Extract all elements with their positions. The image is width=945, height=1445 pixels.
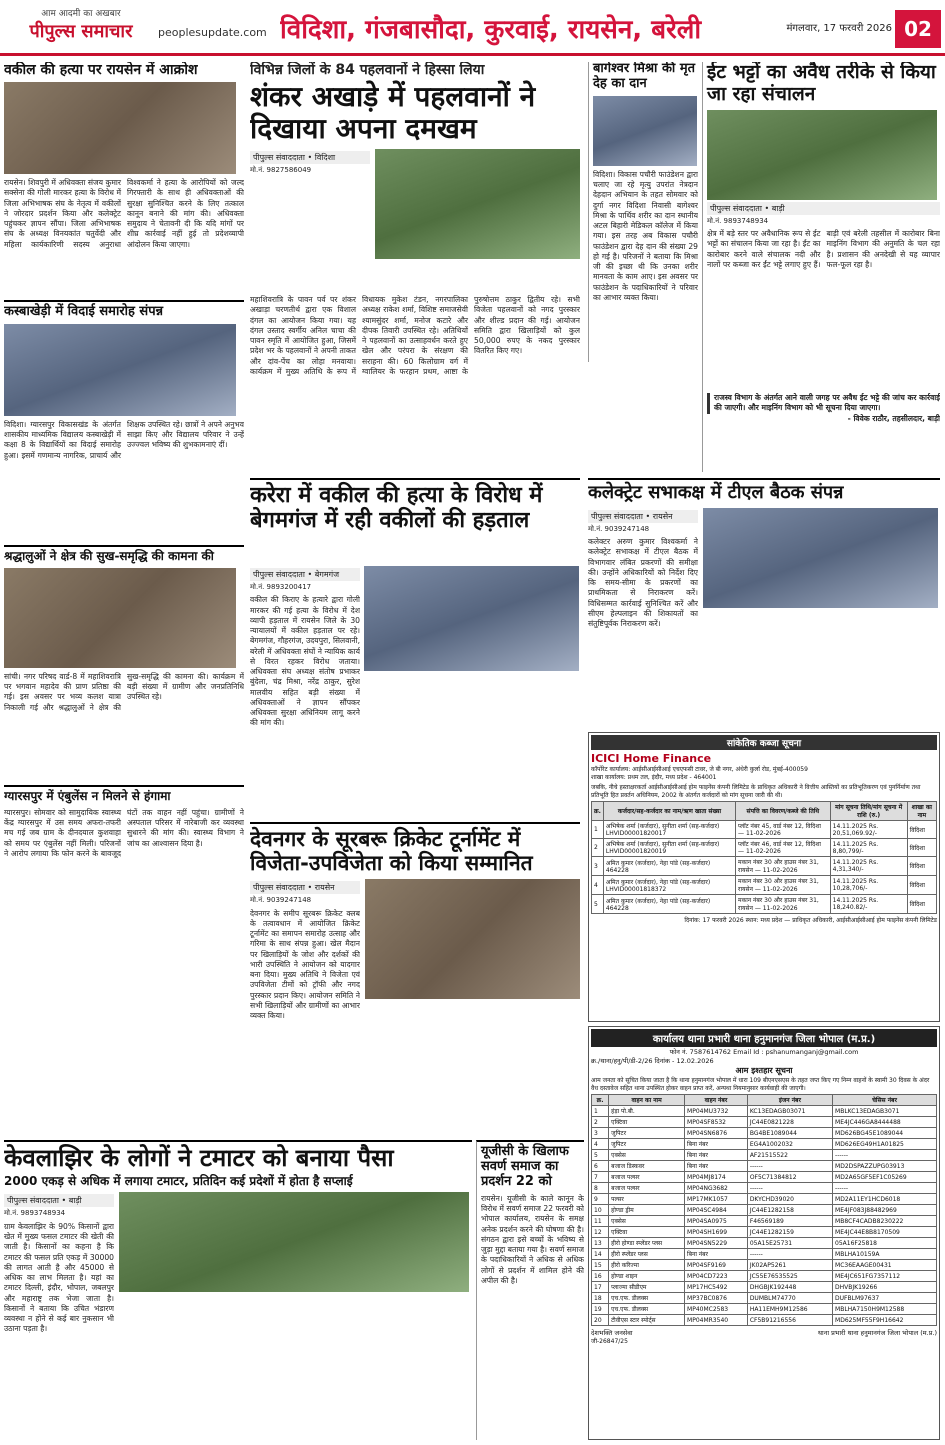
vehicle-cell: JC55E76535525 (747, 1271, 832, 1282)
vehicle-cell: MP04SN5229 (685, 1238, 748, 1249)
masthead (0, 0, 945, 56)
vehicle-cell: 8 (592, 1183, 609, 1194)
vehicle-cell: MP04SF9169 (685, 1260, 748, 1271)
vehicle-row (592, 1271, 937, 1282)
vehicle-cell: ------ (833, 1150, 937, 1161)
notice-cell: मकान नंबर 30 और हाउस नंबर 31, रायसेन — 11-02-2026 (736, 895, 831, 914)
article-body: क्षेत्र में बड़े स्तर पर अवैधानिक रूप से ईट भट्टों का संचालन किया जा रहा है। ईंट का कारोबार करने वाले संचालक नदी और नालों पर कब्जा कर ईंट भट्टे लगाए हुए हैं। बाड़ी एवं बरेली तहसील में कारोबार बिना माइनिंग विभाग की अनुमति के चल रहा है। प्रशासन की अनदेखी से यह व्यापार फल-फूल रहा है। (707, 229, 940, 269)
vehicle-cell: 13 (592, 1238, 609, 1249)
article-ambulance (4, 785, 244, 1135)
article-row (250, 879, 580, 1103)
vehicle-row (592, 1172, 937, 1183)
headline: देवनगर के सूरबरू क्रिकेट टूर्नामेंट में विजेता-उपविजेता को किया सम्मानित (250, 827, 533, 876)
vehicle-cell: बजाज पल्सर (609, 1172, 685, 1183)
notice-cell: 14.11.2025 Rs. 18,240.82/- (830, 895, 907, 914)
vehicle-row (592, 1205, 937, 1216)
police-slogan: देशभक्ति जनसेवा (591, 1329, 633, 1337)
logo-text: पीपुल्स समाचार (29, 21, 133, 42)
byline: पीपुल्स संवाददाता • रायसेन (588, 510, 698, 523)
vehicle-cell: MP04MR3540 (685, 1315, 748, 1326)
notice-cell: 1 (592, 821, 604, 839)
notice-cell: प्लॉट नंबर 45, वार्ड नंबर 12, विदिशा — 11-02-2026 (736, 821, 831, 839)
photo-lawyers (4, 82, 236, 174)
mobile-number: मो.नं. 9827586049 (250, 166, 312, 175)
vehicle-cell: F46569189 (747, 1216, 832, 1227)
vehicle-cell: 4 (592, 1139, 609, 1150)
vehicle-cell: MC36EAAGE00431 (833, 1260, 937, 1271)
vehicle-cell: DHVBJK19266 (833, 1282, 937, 1293)
police-contact: फोन नं. 7587614762 Email Id : pshanumanganj@gmail.com (669, 1048, 859, 1056)
kicker: विभिन्न जिलों के 84 पहलवानों ने हिस्सा लिया (250, 62, 485, 78)
vehicle-row (592, 1128, 937, 1139)
police-ref: क्र./थाना/हनु/पी/डी-2/26 दिनांक - 12.02.2026 (591, 1057, 714, 1065)
vehicle-row (592, 1304, 937, 1315)
police-code: जी-26847/25 (591, 1338, 628, 1345)
notice-col-header: संपत्ति का विवरण/कब्जे की तिथि (736, 802, 831, 821)
notice-cell: 3 (592, 857, 604, 876)
logo-tagline: आम आदमी का अखबार (41, 9, 121, 19)
vehicle-cell: ME4JC651FG7357112 (833, 1271, 937, 1282)
vehicle-row (592, 1161, 937, 1172)
vehicle-cell: बजाज पल्सर (609, 1183, 685, 1194)
vehicle-cell: MD2A65GF5EF1C05269 (833, 1172, 937, 1183)
vehicle-cell: होण्डा शाइन (609, 1271, 685, 1282)
article-row (588, 508, 940, 677)
article-devotees (4, 545, 244, 780)
vehicle-cell: MP04SA0975 (685, 1216, 748, 1227)
notice-cell: विदिशा (907, 876, 936, 895)
vehicle-cell: ------ (747, 1161, 832, 1172)
police-intro: आम जनता को सूचित किया जाता है कि थाना हनुमानगंज भोपाल में धारा 109 बीएनएसएस के तहत जप्त किए गए निम्न वाहनों के स्वामी 30 दिवस के अंदर वैध दस्तावेज सहित थाना उपस्थित होकर वाहन प्राप्त करें, अन्यथा नियमानुसार कार्यवाही की जाएगी। (591, 1077, 930, 1092)
vehicle-cell: MP04SH1699 (685, 1227, 748, 1238)
article-body: सांची। नगर परिषद वार्ड-8 में महाशिवरात्रि पर भगवान महादेव की प्राण प्रतिष्ठा की गई। इस अवसर पर भव्य कलश यात्रा निकाली गई और श्रद्धालुओं ने क्षेत्र की सुख-समृद्धि की कामना की। कार्यक्रम में बड़ी संख्या में ग्रामीण और जनप्रतिनिधि उपस्थित रहे। (4, 671, 244, 712)
article-tl-meeting (588, 478, 940, 728)
notice-row (592, 857, 937, 876)
article-tomato (4, 1140, 472, 1440)
vehicle-cell: MP04SC4984 (685, 1205, 748, 1216)
notice-cell: 2 (592, 839, 604, 857)
vehicle-cell: 9 (592, 1194, 609, 1205)
notice-cell: विदिशा (907, 821, 936, 839)
vehicle-table (591, 1094, 937, 1326)
vehicle-cell: MP04NG3682 (685, 1183, 748, 1194)
vehicle-cell: प्लाज्मा सीडीएम (609, 1282, 685, 1293)
vehicle-cell: ------ (747, 1249, 832, 1260)
vehicle-cell: बिना नंबर (685, 1161, 748, 1172)
article-farewell (4, 300, 244, 540)
notice-row (592, 839, 937, 857)
police-subject: आम इश्तहार सूचना (735, 1066, 793, 1075)
wrestling-body: महाशिवरात्रि के पावन पर्व पर शंकर अखाड़ा चरणतीर्थ द्वारा एक विशाल दंगल का आयोजन किया गया। यह दंगल उस्ताद स्वर्गीय अनिल चाचा की पावन स्मृति में आयोजित हुआ, जिसमें प्रदेश भर के पहलवानों ने अपनी ताकत और दांव-पेंच का लोहा मनवाया। कार्यक्रम में मुख्य अतिथि के रूप में विधायक मुकेश टंडन, नगरपालिका अध्यक्ष राकेश शर्मा, विशिष्ट समाजसेवी श्यामसुंदर शर्मा, मनोज कटारे और दीपक तिवारी उपस्थित रहे। अतिथियों ने पहलवानों का उत्साहवर्धन करते हुए खेल और परंपरा के संरक्षण की सराहना की। 60 किलोग्राम वर्ग में ग्वालियर के फरहान प्रथम, आष्टा के पुरुषोत्तम ठाकुर द्वितीय रहे। सभी विजेता पहलवानों को नगद पुरस्कार और शील्ड प्रदान की गई। आयोजन समिति द्वारा खिलाड़ियों को कुल 50,000 रुपए के नकद पुरस्कार वितरित किए गए। (250, 295, 580, 376)
officer-quote: राजस्व विभाग के अंतर्गत आने वाली जगह पर अवैध ईट भट्टे की जांच कर कार्रवाई की जाएगी। और माइनिंग विभाग को भी सूचना दिया जाएगा। (707, 393, 940, 414)
vehicle-cell: एक्टिवा (609, 1117, 685, 1128)
headline: यूजीसी के खिलाफ सवर्ण समाज का प्रदर्शन 22 को (481, 1144, 569, 1189)
photo-students (4, 324, 236, 416)
vehicle-cell: जुपिटर (609, 1139, 685, 1150)
vehicle-cell: टीवीएस स्टार स्पोर्ट्स (609, 1315, 685, 1326)
vehicle-cell: 05A16F25818 (833, 1238, 937, 1249)
vehicle-cell: EG4A1002032 (747, 1139, 832, 1150)
headline: श्रद्धालुओं ने क्षेत्र की सुख-समृद्धि की कामना की (4, 549, 214, 563)
branch-address: शाखा कार्यालय: प्रथम तल, इंदौर, मध्य प्रदेश - 464001 (591, 774, 717, 781)
vehicle-cell: ------ (747, 1183, 832, 1194)
vehicle-row (592, 1249, 937, 1260)
notice-intro: जबकि, नीचे हस्ताक्षरकर्ता आईसीआईसीआई होम फाइनेंस कंपनी लिमिटेड के प्राधिकृत अधिकारी ने वित्तीय आस्तियों का प्रतिभूतिकरण एवं पुनर्निर्माण तथा प्रतिभूति हित प्रवर्तन अधिनियम, 2002 के अंतर्गत कर्जदारों को मांग सूचना जारी की थी। (591, 784, 921, 799)
notice-cell: 14.11.2025 Rs. 4,31,340/- (830, 857, 907, 876)
vehicle-cell: 05A15E25731 (747, 1238, 832, 1249)
vehicle-cell: MD626EG49H1A01825 (833, 1139, 937, 1150)
notice-row (592, 876, 937, 895)
notice-cell: विदिशा (907, 839, 936, 857)
vehicle-cell: एक्टिवा (609, 1227, 685, 1238)
photo-donation (593, 96, 697, 166)
vehicle-cell: 20 (592, 1315, 609, 1326)
photo-wrestlers (375, 149, 580, 259)
article-brick-kiln (702, 62, 940, 472)
vehicle-cell: MP37BC0876 (685, 1293, 748, 1304)
photo-tomato-field (119, 1192, 469, 1292)
byline: पीपुल्स संवाददाता • बाड़ी (707, 202, 940, 215)
vehicle-cell: 10 (592, 1205, 609, 1216)
notice-cell: विदिशा (907, 895, 936, 914)
article-row (250, 149, 580, 259)
vehicle-cell: बिना नंबर (685, 1150, 748, 1161)
vehicle-cell: MBLKC13EDAGB3071 (833, 1106, 937, 1117)
vehicle-cell: DKYCHD39020 (747, 1194, 832, 1205)
mobile-number: मो.नं. 9039247148 (588, 524, 650, 533)
photo-devotees (4, 568, 236, 668)
notice-col-header: कर्जदार/सह-कर्जदार का नाम/ऋण खाता संख्या (603, 802, 735, 821)
vehicle-cell: HA11EMH9M12586 (747, 1304, 832, 1315)
notice-cell: मकान नंबर 30 और हाउस नंबर 31, रायसेन — 11-02-2026 (736, 857, 831, 876)
article-body: देवनगर के समीप सूरबरू क्रिकेट क्लब के तत्वावधान में आयोजित क्रिकेट टूर्नामेंट का समापन समारोह उत्साह और गरिमा के साथ संपन्न हुआ। खेल मैदान पर खिलाड़ियों के जोश और दर्शकों की भारी उपस्थिति ने आयोजन को यादगार बना दिया। मुख्य अतिथि ने विजेता एवं उपविजेता टीमों को ट्रॉफी और नगद पुरस्कार प्रदान किए। आयोजन समिति ने सभी खिलाड़ियों और ग्रामीणों का आभार व्यक्त किया। (250, 908, 360, 1021)
newspaper-logo (6, 6, 156, 46)
notice-cell: अमित कुमार (कर्जदार), नेहा पांडे (सह-कर्जदार) LHVID00001818372 (603, 876, 735, 895)
vehicle-cell: बिना नंबर (685, 1249, 748, 1260)
vehicle-row (592, 1293, 937, 1304)
vehicle-row (592, 1315, 937, 1326)
vehicle-col-header: वाहन का नाम (609, 1095, 685, 1106)
vehicle-cell: बिना नंबर (685, 1139, 748, 1150)
article-lawyer-protest (4, 62, 244, 292)
vehicle-cell: MP04CD7223 (685, 1271, 748, 1282)
vehicle-cell: हंड़ा पो.बी. (609, 1106, 685, 1117)
vehicle-cell: 16 (592, 1271, 609, 1282)
police-title: कार्यालय थाना प्रभारी थाना हनुमानगंज जिला भोपाल (म.प्र.) (591, 1029, 937, 1047)
edition-cities: विदिशा, गंजबासौदा, कुरवाई, रायसेन, बरेली (280, 15, 702, 45)
vehicle-row (592, 1238, 937, 1249)
notice-cell: 4 (592, 876, 604, 895)
vehicle-col-header: इंजन नंबर (747, 1095, 832, 1106)
article-body: ग्राम केवलाझिर के 90% किसानों द्वारा खेत में मुख्य फसल टमाटर की खेती की जाती है। किसानों का कहना है कि टमाटर की फसल प्रति एकड़ में 30000 की लागत आती है और 45000 से अधिक का लाभ मिलता है। यहां का टमाटर दिल्ली, इंदौर, भोपाल, जबलपुर और महाराष्ट्र तक भेजा जाता है। किसानों ने बताया कि उचित भंडारण व्यवस्था न होने से कई बार नुकसान भी उठाना पड़ता है। (4, 1221, 114, 1334)
vehicle-cell: हीरो होण्डा स्प्लेंडर प्लस (609, 1238, 685, 1249)
notice-row (592, 821, 937, 839)
article-body: ग्यारसपुर। सोमवार को सामुदायिक स्वास्थ्य केंद्र ग्यारसपुर में उस समय अफरा-तफरी मच गई जब ग्राम के दीनदयाल कुशवाहा को समय पर एंबुलेंस नहीं मिली। परिजनों ने आरोप लगाया कि फोन करने के बावजूद घंटों तक वाहन नहीं पहुंचा। ग्रामीणों ने अस्पताल परिसर में नारेबाजी कर व्यवस्था सुधारने की मांग की। स्वास्थ्य विभाग ने जांच का आश्वासन दिया है। (4, 807, 244, 858)
notice-cell: 5 (592, 895, 604, 914)
article-body: विदिशा। ग्यारसपुर विकासखंड के अंतर्गत शासकीय माध्यमिक विद्यालय कस्बाखेड़ी में कक्षा 8 के विद्यार्थियों का विदाई समारोह हुआ। इसमें गणमान्य नागरिक, प्राचार्य और शिक्षक उपस्थित रहे। छात्रों ने अपने अनुभव साझा किए और विद्यालय परिवार ने उन्हें उज्ज्वल भविष्य की शुभकामनाएं दीं। (4, 419, 244, 460)
notice-cell: प्लॉट नंबर 46, वार्ड नंबर 12, विदिशा — 11-02-2026 (736, 839, 831, 857)
vehicle-cell: MD2DSPAZZUPG03913 (833, 1161, 937, 1172)
vehicle-cell: OF5C71384812 (747, 1172, 832, 1183)
vehicle-cell: MP04MU3732 (685, 1106, 748, 1117)
page-number: 02 (895, 10, 941, 48)
vehicle-cell: MD626BG45E1089044 (833, 1128, 937, 1139)
vehicle-cell: 2 (592, 1117, 609, 1128)
vehicle-cell: MB8CF4CADB8230222 (833, 1216, 937, 1227)
notice-sign: दिनांक: 17 फरवरी 2026 स्थान: मध्य प्रदेश — प्राधिकृत अधिकारी, आईसीआईसीआई होम फाइनेंस कंपनी लिमिटेड (684, 917, 937, 924)
vehicle-row (592, 1216, 937, 1227)
vehicle-row (592, 1227, 937, 1238)
vehicle-cell: DUFBLM97637 (833, 1293, 937, 1304)
police-office: थाना प्रभारी थाना हनुमानगंज जिला भोपाल (म.प्र.) (817, 1329, 937, 1337)
mobile-number: मो.नं. 9893748934 (4, 1209, 66, 1218)
vehicle-cell: ME4JC44E8B8170509 (833, 1227, 937, 1238)
vehicle-cell: AF21515522 (747, 1150, 832, 1161)
vehicle-cell: JC44E0821228 (747, 1117, 832, 1128)
vehicle-row (592, 1106, 937, 1117)
mobile-number: मो.नं. 9893748934 (707, 216, 769, 225)
notice-banner: सांकेतिक कब्जा सूचना (591, 735, 937, 750)
vehicle-cell: होण्डा ड्रीम (609, 1205, 685, 1216)
vehicle-cell: एक्सेस (609, 1150, 685, 1161)
vehicle-cell: हीरो करिज्मा (609, 1260, 685, 1271)
vehicle-cell: 17 (592, 1282, 609, 1293)
vehicle-cell: KC13EDAGB03071 (747, 1106, 832, 1117)
vehicle-row (592, 1183, 937, 1194)
article-body-donation (588, 62, 698, 362)
kicker: 2000 एकड़ से अधिक में लगाया टमाटर, प्रतिदिन कई प्रदेशों में होता है सप्लाई (4, 1173, 353, 1188)
byline: पीपुल्स संवाददाता • रायसेन (250, 881, 360, 894)
notice-row (592, 895, 937, 914)
notice-cell: 14.11.2025 Rs. 8,80,799/- (830, 839, 907, 857)
quote-attribution: - विवेक राठौर, तहसीलदार, बाड़ी (847, 413, 940, 423)
byline: पीपुल्स संवाददाता • बेगमगंज (250, 568, 360, 581)
vehicle-cell: MP04SN6876 (685, 1128, 748, 1139)
vehicle-cell: CF5B91216556 (747, 1315, 832, 1326)
vehicle-cell: एक्सेस (609, 1216, 685, 1227)
website-link[interactable]: peoplesupdate.com (158, 26, 267, 39)
police-notice (588, 1026, 940, 1440)
vehicle-cell: 7 (592, 1172, 609, 1183)
notice-table (591, 801, 937, 914)
vehicle-cell: बजाज डिस्कवर (609, 1161, 685, 1172)
article-row (4, 1192, 472, 1411)
vehicle-row (592, 1117, 937, 1128)
vehicle-cell: 5 (592, 1150, 609, 1161)
notice-cell: 14.11.2025 Rs. 10,28,706/- (830, 876, 907, 895)
vehicle-cell: MP04SF8532 (685, 1117, 748, 1128)
photo-lawyers-strike (364, 566, 579, 671)
vehicle-cell: JC44E1282159 (747, 1227, 832, 1238)
vehicle-cell: MP04MJ8174 (685, 1172, 748, 1183)
byline: पीपुल्स संवाददाता • विदिशा (250, 151, 370, 164)
headline: केवलाझिर के लोगों ने टमाटर को बनाया पैसा (4, 1144, 394, 1172)
vehicle-cell: एच.एफ. डीलक्स (609, 1293, 685, 1304)
vehicle-cell: 18 (592, 1293, 609, 1304)
vehicle-cell: ------ (833, 1183, 937, 1194)
article-ugc (476, 1140, 584, 1440)
article-body: रायसेन। यूजीसी के काले कानून के विरोध में सवर्ण समाज 22 फरवरी को भोपाल कार्यालय, रायसेन के समक्ष अनेक प्रदर्शन करने की घोषणा की है। संगठन द्वारा इसे बच्चों के भविष्य से जुड़ा मुद्दा बताया गया है। सवर्ण समाज के पदाधिकारियों ने अधिक से अधिक लोगों से प्रदर्शन में शामिल होने की अपील की है। (481, 1193, 584, 1285)
vehicle-row (592, 1260, 937, 1271)
notice-cell: 14.11.2025 Rs. 20,51,069.92/- (830, 821, 907, 839)
vehicle-cell: जुपिटर (609, 1128, 685, 1139)
vehicle-row (592, 1150, 937, 1161)
vehicle-row (592, 1139, 937, 1150)
vehicle-col-header: क्र. (592, 1095, 609, 1106)
vehicle-cell: एच.एफ. डीलक्स (609, 1304, 685, 1315)
notice-cell: अभिषेक शर्मा (कर्जदार), सुनीता शर्मा (सह-कर्जदार) LHVID00001820017 (603, 821, 735, 839)
headline: बागेश्वर मिश्रा की मृत देह का दान (593, 62, 696, 91)
photo-meeting (703, 508, 938, 608)
article-body: रायसेन। शिवपुरी में अधिवक्ता संजय कुमार सक्सेना की गोली मारकर हत्या के विरोध में जिला अभिभाषक संघ के नेतृत्व में वकीलों ने जोरदार प्रदर्शन किया और कलेक्ट्रेट पहुंचकर ज्ञापन सौंपा। जिला अभिभाषक संघ के अध्यक्ष विनयकांत चतुर्वेदी और महिला कार्यकारिणी सदस्य अनुराधा विश्वकर्मा ने हत्या के आरोपियों को जल्द गिरफ्तारी के साथ ही अधिवक्ताओं की सुरक्षा सुनिश्चित करने के लिए तत्काल कानून बनाने की मांग की। अधिवक्ता समुदाय ने चेतावनी दी कि यदि मांगों पर शीघ्र कार्रवाई नहीं हुई तो प्रदेशव्यापी आंदोलन किया जाएगा। (4, 178, 244, 249)
vehicle-col-header: चेसिस नंबर (833, 1095, 937, 1106)
article-body: विदिशा। विकास पचौरी फाउंडेशन द्वारा चलाए जा रहे मृत्यु उपरांत नेत्रदान देहदान अभियान के तहत सोमवार को दुर्गा नगर विदिशा निवासी बागेश्वर मिश्रा के पार्थिव शरीर का दान स्थानीय अटल बिहारी मेडिकल कॉलेज में किया गया। इस तरह अब विकास पचौरी फाउंडेशन द्वारा देह दान की संख्या 29 हो गई है। परिजनों ने बताया कि मिश्रा जी की इच्छा थी कि उनका शरीर मानवता के काम आए। इस अवसर पर फाउंडेशन के पदाधिकारियों ने परिवार का आभार व्यक्त किया। (593, 169, 698, 302)
vehicle-cell: 3 (592, 1128, 609, 1139)
vehicle-cell: JC44E1282158 (747, 1205, 832, 1216)
vehicle-cell: 14 (592, 1249, 609, 1260)
notice-cell: अमित कुमार (कर्जदार), नेहा पांडे (सह-कर्जदार) 464228 (603, 895, 735, 914)
byline: पीपुल्स संवाददाता • बाड़ी (4, 1194, 114, 1207)
corp-address: कॉर्पोरेट कार्यालय: आईसीआईसीआई एचएफसी टावर, जे बी नगर, अंधेरी कुर्ला रोड, मुंबई-400059 (591, 766, 808, 773)
headline: कस्बाखेड़ी में विदाई समारोह संपन्न (4, 304, 164, 319)
vehicle-cell: DHGBJK192448 (747, 1282, 832, 1293)
notice-col-header: क्र. (592, 802, 604, 821)
notice-cell: विदिशा (907, 857, 936, 876)
vehicle-cell: 6 (592, 1161, 609, 1172)
headline: कलेक्ट्रेट सभाकक्ष में टीएल बैठक संपन्न (588, 482, 844, 503)
vehicle-cell: 12 (592, 1227, 609, 1238)
headline: करेरा में वकील की हत्या के विरोध में बेगमगंज में रही वकीलों की हड़ताल (250, 483, 543, 534)
headline: ग्यारसपुर में एंबुलेंस न मिलने से हंगामा (4, 789, 171, 803)
photo-cricket (365, 879, 580, 999)
article-body: वकील की किराए के हत्यारे द्वारा गोली मारकर की गई हत्या के विरोध में देश व्यापी हड़ताल में रायसेन जिले के 30 न्यायालयों में वकील हड़ताल पर रहे। बेगमगंज, गौहरगंज, उदयपुरा, सिलवानी, बरेली में अधिवक्ता संघों ने न्यायिक कार्य से विरत रहकर विरोध जताया। अधिवक्ता संघ अध्यक्ष संतोष प्रभाकर बुंदेला, चंद्र मिश्रा, नरेंद्र ठाकुर, सुरेश मालवीय सहित बड़ी संख्या में अधिवक्ताओं ने ज्ञापन सौंपकर अधिवक्ता सुरक्षा अधिनियम लागू करने की मांग की। (250, 595, 360, 728)
icici-notice (588, 732, 940, 1022)
vehicle-cell: MP40MC2583 (685, 1304, 748, 1315)
vehicle-cell: MBLHA10159A (833, 1249, 937, 1260)
bank-name: ICICI Home Finance (591, 752, 712, 765)
article-body: कलेक्टर अरुण कुमार विश्वकर्मा ने कलेक्ट्रेट सभाकक्ष में टीएल बैठक में विभागवार लंबित प्रकरणों की समीक्षा की। उन्होंने अधिकारियों को निर्देश दिए कि समय-सीमा के प्रकरणों का प्राथमिकता से निराकरण करें। विधिसम्मत कार्रवाई सुनिश्चित करें और सीएम हेल्पलाइन की शिकायतों का संतुष्टिपूर्वक निराकरण करें। (588, 537, 698, 629)
vehicle-cell: 15 (592, 1260, 609, 1271)
headline: ईट भट्टों का अवैध तरीके से किया जा रहा संचालन (707, 62, 936, 105)
vehicle-row (592, 1194, 937, 1205)
vehicle-cell: 19 (592, 1304, 609, 1315)
vehicle-cell: MD625MF55F9H16642 (833, 1315, 937, 1326)
vehicle-cell: ME4JF083J88482969 (833, 1205, 937, 1216)
article-strike-head (250, 478, 580, 563)
mobile-number: मो.नं. 9039247148 (250, 896, 312, 905)
photo-kiln (707, 110, 937, 200)
vehicle-cell: 1 (592, 1106, 609, 1117)
vehicle-cell: JK02AP5261 (747, 1260, 832, 1271)
vehicle-cell: MP17MK1057 (685, 1194, 748, 1205)
mobile-number: मो.नं. 9893200417 (250, 583, 312, 591)
police-footer (591, 1328, 937, 1337)
article-cricket (250, 822, 580, 1132)
vehicle-cell: MBLHA7150H9M12588 (833, 1304, 937, 1315)
headline: शंकर अखाड़े में पहलवानों ने दिखाया अपना दमखम (250, 80, 536, 146)
notice-col-header: मांग सूचना तिथि/मांग सूचना में राशि (रु.) (830, 802, 907, 821)
vehicle-cell: हीरो स्प्लेंडर प्लस (609, 1249, 685, 1260)
vehicle-cell: ME4JC446GA8444488 (833, 1117, 937, 1128)
headline: वकील की हत्या पर रायसेन में आक्रोश (4, 62, 198, 78)
vehicle-cell: MD2A11EY1HCD6018 (833, 1194, 937, 1205)
vehicle-cell: BG4BE1089044 (747, 1128, 832, 1139)
vehicle-row (592, 1282, 937, 1293)
vehicle-cell: 11 (592, 1216, 609, 1227)
notice-cell: मकान नंबर 30 और हाउस नंबर 31, रायसेन — 11-02-2026 (736, 876, 831, 895)
notice-col-header: शाखा का नाम (907, 802, 936, 821)
notice-cell: अमित कुमार (कर्जदार), नेहा पांडे (सह-कर्जदार) 464228 (603, 857, 735, 876)
vehicle-cell: MP17HC5492 (685, 1282, 748, 1293)
vehicle-cell: DUMBLM74770 (747, 1293, 832, 1304)
notice-cell: अभिषेक शर्मा (कर्जदार), सुनीता शर्मा (सह-कर्जदार) LHVID00001820019 (603, 839, 735, 857)
vehicle-cell: पल्सर (609, 1194, 685, 1205)
article-strike-left (250, 566, 360, 816)
issue-date: मंगलवार, 17 फरवरी 2026 (786, 23, 892, 34)
vehicle-col-header: वाहन नंबर (685, 1095, 748, 1106)
article-wrestling (250, 62, 580, 292)
